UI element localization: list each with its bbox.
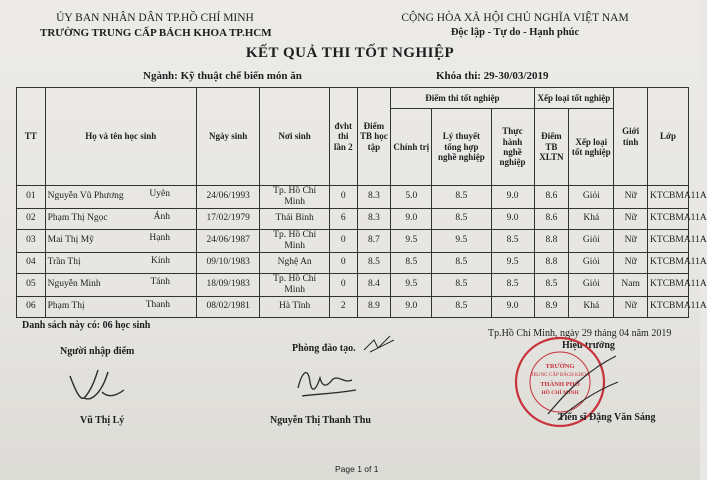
cell-grad-avg: 8.6 bbox=[534, 186, 569, 209]
cell-avg: 8.5 bbox=[357, 252, 391, 273]
results-table bbox=[16, 87, 707, 318]
cell-gender: Nữ bbox=[614, 296, 648, 317]
header-dob: Ngày sinh bbox=[196, 88, 259, 186]
cell-no: 03 bbox=[17, 229, 46, 252]
signature-grade-entry bbox=[62, 362, 132, 408]
cell-no: 05 bbox=[17, 273, 46, 296]
national-motto: Độc lập - Tự do - Hạnh phúc bbox=[450, 27, 580, 38]
table-row bbox=[17, 208, 689, 229]
cell-politics: 9.5 bbox=[391, 273, 432, 296]
header-gender: Giới tính bbox=[614, 88, 648, 186]
cell-theory: 8.5 bbox=[432, 273, 491, 296]
cell-grad-rank: Giỏi bbox=[569, 229, 614, 252]
cell-gender: Nữ bbox=[614, 186, 648, 209]
cell-avg: 8.3 bbox=[357, 186, 391, 209]
cell-name bbox=[45, 229, 196, 252]
cell-first-name: Nguyễn Minh bbox=[47, 279, 101, 290]
cell-politics: 8.5 bbox=[391, 252, 432, 273]
header-politics: Chính trị bbox=[391, 109, 432, 186]
svg-text:THÀNH PHỐ: THÀNH PHỐ bbox=[540, 381, 580, 388]
cell-practice: 8.5 bbox=[491, 229, 534, 252]
header-class: Lớp bbox=[648, 88, 689, 186]
cell-dob: 09/10/1983 bbox=[196, 252, 259, 273]
cell-grad-avg: 8.8 bbox=[534, 229, 569, 252]
cell-theory: 8.5 bbox=[432, 208, 491, 229]
cell-avg: 8.3 bbox=[357, 208, 391, 229]
cell-first-name: Nguyễn Vũ Phương bbox=[47, 191, 124, 202]
name-grade-entry: Vũ Thị Lý bbox=[80, 415, 125, 426]
cell-dob: 17/02/1979 bbox=[196, 208, 259, 229]
cell-politics: 9.0 bbox=[391, 296, 432, 317]
cell-grad-rank: Giỏi bbox=[569, 186, 614, 209]
header-theory: Lý thuyết tổng hợp nghề nghiệp bbox=[432, 109, 491, 186]
table-row bbox=[17, 252, 689, 273]
cell-avg: 8.4 bbox=[357, 273, 391, 296]
role-principal: Hiệu trưởng bbox=[562, 340, 615, 351]
cell-dob: 08/02/1981 bbox=[196, 296, 259, 317]
cell-grad-rank: Khá bbox=[569, 296, 614, 317]
cell-grad-rank: Giỏi bbox=[569, 252, 614, 273]
table-row bbox=[17, 296, 689, 317]
school-name: TRƯỜNG TRUNG CẤP BÁCH KHOA TP.HCM bbox=[40, 27, 272, 39]
document-title: KẾT QUẢ THI TỐT NGHIỆP bbox=[245, 45, 455, 61]
cell-gender: Nam bbox=[614, 273, 648, 296]
cell-grad-avg: 8.8 bbox=[534, 252, 569, 273]
cell-no: 04 bbox=[17, 252, 46, 273]
exam-batch-label: Khóa thi: 29-30/03/2019 bbox=[436, 70, 549, 82]
svg-text:TRUNG CẤP BÁCH KHOA: TRUNG CẤP BÁCH KHOA bbox=[530, 373, 590, 378]
cell-last-name: Kính bbox=[150, 255, 170, 266]
cell-gender: Nữ bbox=[614, 229, 648, 252]
cell-pob: Hà Tĩnh bbox=[260, 296, 330, 317]
signature-training-office bbox=[292, 360, 364, 402]
header-rank-group: Xếp loại tốt nghiệp bbox=[534, 88, 614, 109]
cell-grad-rank: Khá bbox=[569, 208, 614, 229]
republic-heading: CỘNG HÒA XÃ HỘI CHỦ NGHĨA VIỆT NAM bbox=[401, 12, 629, 24]
agency-name: ỦY BAN NHÂN DÂN TP.HỒ CHÍ MINH bbox=[56, 12, 254, 24]
cell-dob: 24/06/1987 bbox=[196, 229, 259, 252]
cell-practice: 9.0 bbox=[491, 296, 534, 317]
header-name: Họ và tên học sinh bbox=[45, 88, 196, 186]
cell-politics: 9.5 bbox=[391, 229, 432, 252]
header-pob: Nơi sinh bbox=[260, 88, 330, 186]
header-grad-rank: Xếp loại tốt nghiệp bbox=[569, 109, 614, 186]
cell-name bbox=[45, 296, 196, 317]
official-stamp bbox=[498, 330, 622, 440]
table-row bbox=[17, 186, 689, 209]
cell-pob: Tp. Hồ Chí Minh bbox=[260, 229, 330, 252]
cell-pob: Tp. Hồ Chí Minh bbox=[260, 186, 330, 209]
name-principal: Tiến sĩ Đặng Văn Sáng bbox=[558, 412, 656, 423]
cell-practice: 9.5 bbox=[491, 252, 534, 273]
table-row bbox=[17, 229, 689, 252]
cell-theory: 9.5 bbox=[432, 229, 491, 252]
cell-first-name: Phạm Thị Ngọc bbox=[47, 213, 108, 224]
cell-grad-rank: Giỏi bbox=[569, 273, 614, 296]
role-grade-entry: Người nhập điểm bbox=[60, 346, 135, 357]
cell-pob: Thái Bình bbox=[260, 208, 330, 229]
svg-text:TRƯỜNG: TRƯỜNG bbox=[545, 363, 575, 370]
cell-grad-avg: 8.9 bbox=[534, 296, 569, 317]
table-row bbox=[17, 273, 689, 296]
cell-politics: 9.0 bbox=[391, 208, 432, 229]
name-training-office: Nguyễn Thị Thanh Thu bbox=[270, 415, 371, 426]
cell-theory: 8.5 bbox=[432, 296, 491, 317]
cell-no: 06 bbox=[17, 296, 46, 317]
cell-practice: 9.0 bbox=[491, 186, 534, 209]
header-grad-avg: Điểm TB XLTN bbox=[534, 109, 569, 186]
cell-class: KTCBMA11A bbox=[648, 208, 689, 229]
major-label: Ngành: Kỹ thuật chế biến món ăn bbox=[143, 70, 302, 82]
cell-credits: 2 bbox=[329, 296, 357, 317]
cell-grad-avg: 8.5 bbox=[534, 273, 569, 296]
cell-pob: Tp. Hồ Chí Minh bbox=[260, 273, 330, 296]
cell-theory: 8.5 bbox=[432, 252, 491, 273]
header-exam-group: Điểm thi tốt nghiệp bbox=[391, 88, 534, 109]
cell-class: KTCBMA11A bbox=[648, 252, 689, 273]
cell-credits: 0 bbox=[329, 252, 357, 273]
cell-no: 01 bbox=[17, 186, 46, 209]
cell-name bbox=[45, 252, 196, 273]
cell-grad-avg: 8.6 bbox=[534, 208, 569, 229]
cell-class: KTCBMA11A bbox=[648, 273, 689, 296]
cell-credits: 0 bbox=[329, 273, 357, 296]
cell-dob: 18/09/1983 bbox=[196, 273, 259, 296]
cell-no: 02 bbox=[17, 208, 46, 229]
cell-avg: 8.9 bbox=[357, 296, 391, 317]
cell-last-name: Uyên bbox=[149, 189, 170, 199]
cell-first-name: Mai Thị Mỹ bbox=[47, 235, 94, 246]
role-training-office: Phòng đào tạo. bbox=[292, 343, 356, 354]
cell-first-name: Phạm Thị bbox=[47, 301, 85, 312]
cell-practice: 9.0 bbox=[491, 208, 534, 229]
cell-gender: Nữ bbox=[614, 252, 648, 273]
cell-first-name: Trần Thị bbox=[47, 257, 81, 268]
header-no: TT bbox=[17, 88, 46, 186]
page-number: Page 1 of 1 bbox=[335, 464, 379, 474]
cell-dob: 24/06/1993 bbox=[196, 186, 259, 209]
cell-theory: 8.5 bbox=[432, 186, 491, 209]
header-avg: Điểm TB học tập bbox=[357, 88, 391, 186]
initial-mark bbox=[360, 330, 400, 356]
cell-name bbox=[45, 273, 196, 296]
cell-last-name: Thanh bbox=[145, 299, 170, 310]
cell-last-name: Tánh bbox=[150, 276, 170, 287]
cell-name bbox=[45, 208, 196, 229]
cell-credits: 6 bbox=[329, 208, 357, 229]
svg-text:HỒ CHÍ MINH: HỒ CHÍ MINH bbox=[541, 390, 579, 396]
cell-class: KTCBMA11A bbox=[648, 296, 689, 317]
cell-class: KTCBMA11A bbox=[648, 229, 689, 252]
cell-avg: 8.7 bbox=[357, 229, 391, 252]
cell-name bbox=[45, 186, 196, 209]
cell-last-name: Ánh bbox=[153, 211, 170, 222]
cell-politics: 5.0 bbox=[391, 186, 432, 209]
cell-gender: Nữ bbox=[614, 208, 648, 229]
cell-credits: 0 bbox=[329, 186, 357, 209]
header-credits: đvht thi lần 2 bbox=[329, 88, 357, 186]
cell-pob: Nghệ An bbox=[260, 252, 330, 273]
cell-credits: 0 bbox=[329, 229, 357, 252]
cell-practice: 8.5 bbox=[491, 273, 534, 296]
cell-last-name: Hạnh bbox=[149, 232, 170, 243]
sign-date-line: Tp.Hồ Chí Minh, ngày 29 tháng 04 năm 2019 bbox=[488, 328, 672, 339]
cell-class: KTCBMA11A bbox=[648, 186, 689, 209]
header-practice: Thực hành nghề nghiệp bbox=[491, 109, 534, 186]
student-count: Danh sách này có: 06 học sinh bbox=[22, 320, 151, 331]
